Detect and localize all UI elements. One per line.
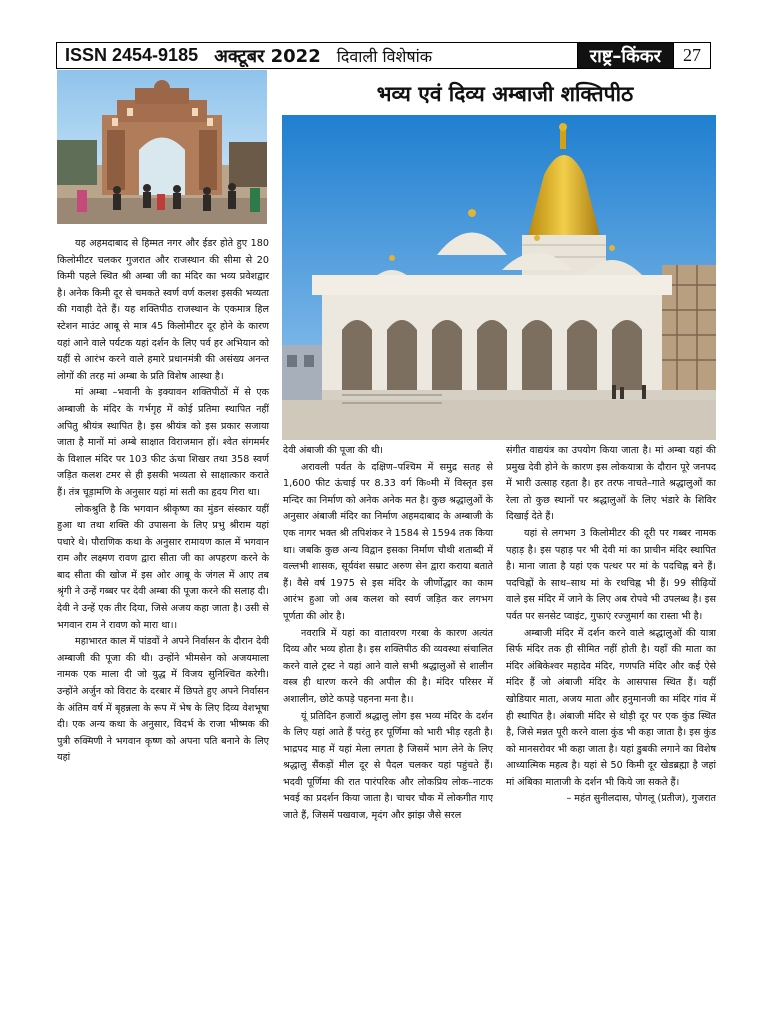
article-column-3 [506, 443, 716, 808]
paragraph: नवरात्रि में यहां का वातावरण गरबा के कारण अत्यंत दिव्य और भव्य होता है। इस शक्तिपीठ की व्यवस्था संचालित करने वाले ट्रस्ट ने यहां आने वाले सभी श्रद्धालुओं से शालीन वस्त्र ही धारण करने की अपील की है। मंदिर परिसर में अशालीन, छोटे कपड़े पहनना मना है।। [283, 627, 493, 705]
paragraph: अरावली पर्वत के दक्षिण–पश्चिम में समुद्र सतह से 1,600 फीट ऊंचाई पर 8.33 वर्ग कि०मी में विस्तृत इस मन्दिर का निर्माण को अनेक अनेक मत है। कुछ श्रद्धालुओं के अनुसार अंबाजी मंदिर का निर्माण अहमदाबाद के अम्बाजी के एक नागर भक्त श्री तपिशंकर ने 1584 से 1594 तक किया था। जबकि कुछ अन्य विद्वान इसका निर्माण चौथी शताब्दी में वल्लभी शासक, सूर्यवंश सम्राट अरुण सेन द्वारा कराया बताते हैं। वैसे वर्ष 1975 से इस मंदिर के जीर्णोद्धार का काम आरंभ हुआ जो अब कलश को स्वर्ण जड़ित कर लगभग पूर्णता की ओर है। [283, 461, 493, 622]
issue-month: अक्टूबर 2022 [214, 45, 321, 67]
page-number: 27 [673, 43, 710, 68]
author-signature: – महंत सुनीलदास, पोगलू (प्रतीज), गुजरात [566, 793, 716, 805]
article-column-1 [57, 236, 269, 767]
ambaji-temple-photo [282, 115, 716, 440]
paragraph: लोकश्रुति है कि भगवान श्रीकृष्ण का मुंडन संस्कार यहीं हुआ था तथा शक्ति की उपासना के लिए प्रभु श्रीराम यहां पधारे थे। पौराणिक कथा के अनुसार रामायण काल में भगवान राम और लक्ष्मण रावण द्वारा सीता जी का अपहरण करने के बाद सीता की खोज में इस ओर आबू के जंगल में आए तब श्रृंगी ने उन्हें गब्बर पर देवी अम्बा की पूजा करने की सलाह दी। देवी ने उन्हें एक तीर दिया, जिसे अजय कहा जाता है। उसी से भगवान राम ने रावण को मारा था।। [57, 503, 269, 631]
magazine-name: राष्ट्र–किंकर [578, 43, 673, 68]
paragraph: यह अहमदाबाद से हिम्मत नगर और ईडर होते हुए 180 किलोमीटर चलकर गुजरात और राजस्थान की सीमा से 20 किमी पहले स्थित श्री अम्बा जी का मंदिर का भव्य प्रवेशद्वार है। अनेक किमी दूर से चमकते स्वर्ण वर्ण कलश इसकी भव्यता की गवाही देते हैं। यह शक्तिपीठ राजस्थान के एकमात्र हिल स्टेशन माउंट आबू से मात्र 45 किलोमीटर दूर होने के कारण यहां आने वाले पर्यटक यहां दर्शन के लिए पर्व हर अभियान को यहीं से आरंभ करने वाले हमारे प्रधानमंत्री की असंख्य अनन्त लोगों की तरह मां अम्बा के प्रति विशेष आस्था है। [57, 238, 269, 382]
page-header [56, 42, 711, 69]
article-column-2 [283, 443, 493, 825]
paragraph: यूं प्रतिदिन हजारों श्रद्धालु लोग इस भव्य मंदिर के दर्शन के लिए यहां आते हैं परंतु हर पूर्णिमा को भारी भीड़ रहती है। भाद्रपद माह में यहां मेला लगता है जिसमें भाग लेने के लिए श्रद्धालु सैंकड़ों मील दूर से पैदल चलकर यहां पहुंचते हैं। भदवी पूर्णिमा की रात पारंपरिक और लोकप्रिय लोक–नाटक भवई का प्रदर्शन किया जाता है। चाचर चौक में लोकगीत गाए जाते हैं, जिसमें पखवाज, मृदंग और झांझ जैसे सरल [283, 710, 493, 822]
paragraph: अम्बाजी मंदिर में दर्शन करने वाले श्रद्धालुओं की यात्रा सिर्फ मंदिर तक ही सीमित नहीं होती है। यहाँ की माता का मंदिर अंबिकेश्वर महादेव मंदिर, गणपति मंदिर और कई ऐसे मंदिर हैं जो अंबाजी मंदिर के आसपास स्थित हैं। यहीं खोडियार माता, अजय माता और हनुमानजी का मंदिर गांव में ही स्थापित है। अंबाजी मंदिर से थोड़ी दूर पर एक कुंड स्थित है, जिसे मन्नत पूरी करने वाला कुंड भी कहा जाता है। इस कुंड को मानसरोवर भी कहा जाता है। यहां डुबकी लगाने का विशेष आध्यात्मिक महत्व है। यहां से 50 किमी दूर खेडब्रह्मा है जहां मां अंबिका माताजी के दर्शन भी किये जा सकते हैं। [506, 627, 716, 788]
special-issue-label: दिवाली विशेषांक [329, 43, 578, 68]
paragraph: महाभारत काल में पांडवों ने अपने निर्वासन के दौरान देवी अम्बाजी की पूजा की थी। उन्होंने भीमसेन को अजयमाला नामक एक माला दी जो युद्ध में विजय सुनिश्चित करेगी। उन्होंने अर्जुन को विराट के दरबार में छिपते हुए अपने निर्वासन के अंतिम वर्ष में बृहन्नला के रूप में भेष के लिए दिव्य वेशभूषा दी। एक अन्य कथा के अनुसार, विदर्भ के राजा भीष्मक की पुत्री रुक्मिणी ने भगवान कृष्ण को अपना पति बनाने के लिए यहां [57, 636, 269, 764]
paragraph: यहां से लगभग 3 किलोमीटर की दूरी पर गब्बर नामक पहाड़ है। इस पहाड़ पर भी देवी मां का प्राचीन मंदिर स्थापित है। माना जाता है यहां एक पत्थर पर मां के पदचिह्न बने हैं। पदचिह्नों के साथ–साथ मां के रथचिह्न भी हैं। 99 सीढ़ियों वाले इस मंदिर में जाने के लिए अब रोपवे भी उपलब्ध है। इस पर्वत पर सनसेट प्वाइंट, गुफाएं रज्जुमार्ग का रास्ता भी है। [506, 527, 716, 622]
paragraph: संगीत वाद्ययंत्र का उपयोग किया जाता है। मां अम्बा यहां की प्रमुख देवी होने के कारण इस लोकयात्रा के दौरान पूरे जनपद में भारी उत्साह रहता है। हर तरफ नाचते–गाते श्रद्धालुओं का रेला तो कुछ स्थानों पर श्रद्धालुओं के लिए भंडारे के शिविर दिखाई देते हैं। [506, 445, 716, 523]
paragraph: मां अम्बा –भवानी के इक्यावन शक्तिपीठों में से एक अम्बाजी के मंदिर के गर्भगृह में कोई प्रतिमा स्थापित नहीं अपितु श्रीयंत्र स्थापित है। इस श्रीयंत्र को इस प्रकार सजाया जाता है मानों मां अम्बे साक्षात विराजमान हों। श्वेत संगमर्मर के विशाल मंदिर पर 103 फीट ऊंचा शिखर तथा 358 स्वर्ण जड़ित कलश टमर से ही इसकी भव्यता से साक्षात्कार कराते हैं। तंत्र चूड़ामणि के अनुसार यहां मां सती का हृदय गिरा था। [57, 387, 269, 498]
issn: ISSN 2454-9185 [65, 45, 199, 65]
temple-gate-photo [57, 70, 267, 224]
article-title: भव्य एवं दिव्य अम्बाजी शक्तिपीठ [376, 82, 634, 106]
paragraph: देवी अंबाजी की पूजा की थी। [283, 445, 384, 456]
